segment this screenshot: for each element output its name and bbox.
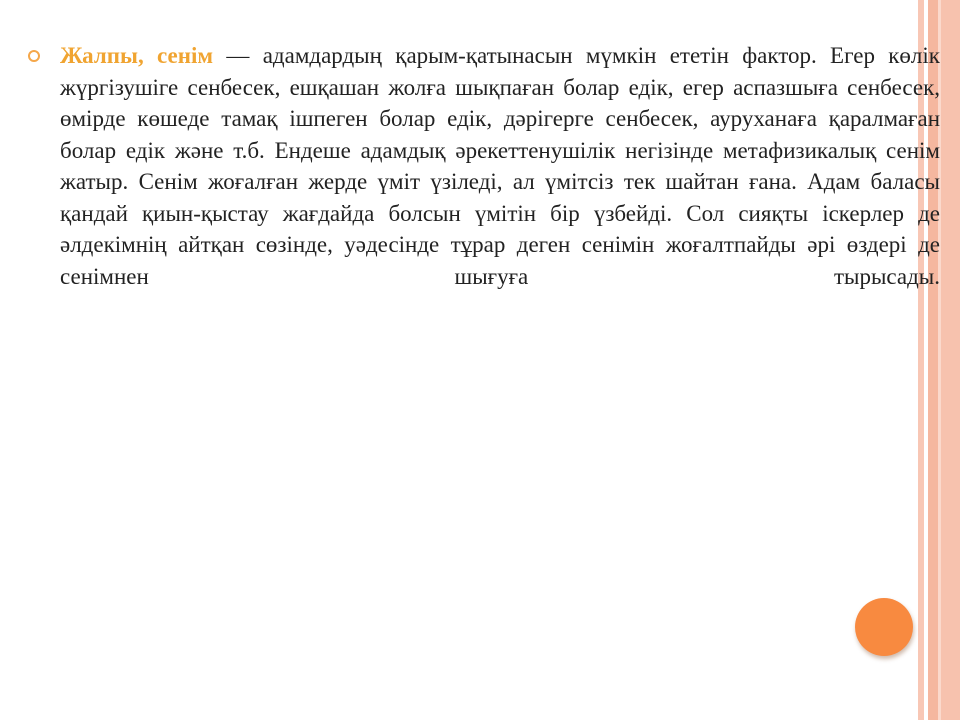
slide-content	[28, 40, 940, 292]
bullet-paragraph	[60, 40, 940, 292]
ring-bullet-icon	[28, 50, 40, 62]
bullet-lead-text: Жалпы, сенім	[60, 43, 214, 68]
decor-stripe	[941, 0, 960, 720]
bullet-item	[28, 40, 940, 292]
bullet-body-text: — адамдардың қарым-қатынасын мүмкін ететін фактор. Егер көлік жүргізушіге сенбесек, ешқашан жолға шықпаған болар едік, егер аспазшыға сенбесек, өмірде көшеде тамақ ішпеген болар едік, дәрігерге сенбесек, ауруханаға қаралмаған болар едік және т.б. Ендеше адамдық әрекеттенушілік негізінде метафизикалық сенім жатыр. Сенім жоғалған жерде үміт үзіледі, ал үмітсіз тек шайтан ғана. Адам баласы қандай қиын-қыстау жағдайда болсын үмітін бір үзбейді. Сол сияқты іскерлер де әлдекімнің айтқан сөзінде, уәдесінде тұрар деген сенімін жоғалтпайды әрі өздері де сенімнен шығуға тырысады.	[60, 43, 940, 289]
orange-circle-icon	[855, 598, 913, 656]
